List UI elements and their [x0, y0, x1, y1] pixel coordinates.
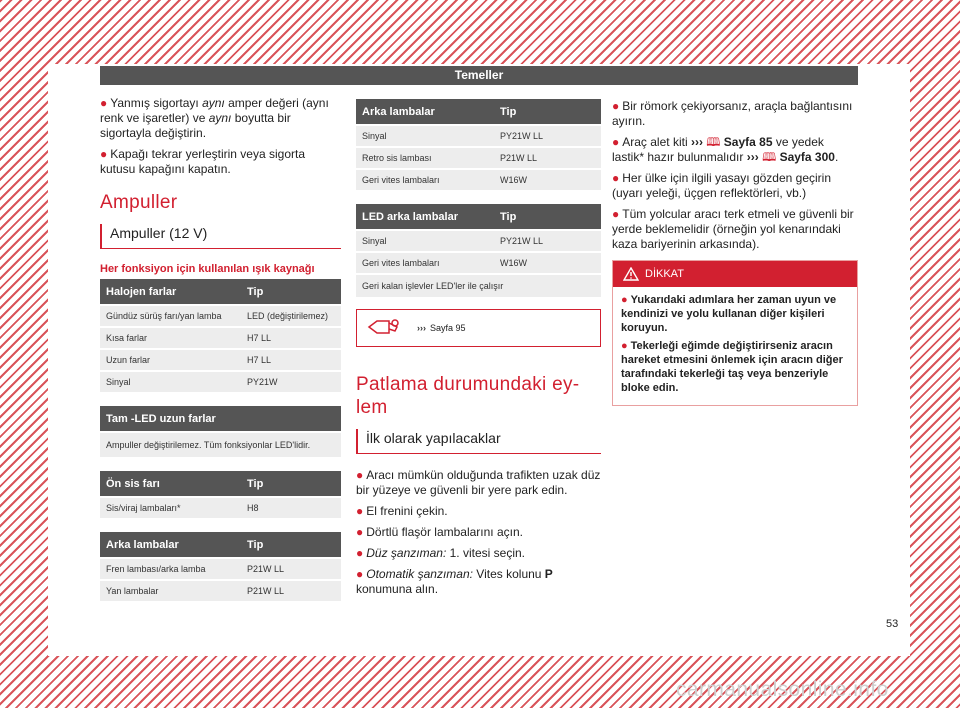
table-row: Gündüz sürüş farı/yan lamba LED (değiştirilemez): [100, 305, 341, 327]
column-3: [612, 99, 858, 406]
bullet-dot: ●: [100, 96, 108, 110]
table-row: Sinyal PY21W: [100, 371, 341, 392]
table-row: Geri vites lambaları W16W: [356, 252, 601, 274]
book-icon: 🕮: [706, 135, 721, 149]
reference-link[interactable]: Sayfa 85: [723, 135, 773, 149]
bullet-fuse-replace: ● Yanmış sigortayı aynı amper değeri (aynı renk ve işaretler) ve aynı boyutta bir sigortayla değiştirin.: [100, 96, 329, 140]
table-header: LED arka lambalar: [356, 204, 494, 230]
table-row: Sinyal PY21W LL: [356, 230, 601, 252]
bullet-law: ● Her ülke için ilgili yasayı gözden geçirin (uyarı yeleği, üçgen reflektörleri, vb.): [612, 171, 832, 200]
bullet-trailer: ● Bir römork çekiyorsanız, araçla bağlantısını ayırın.: [612, 99, 853, 128]
table-row: Ampuller değiştirilemez. Tüm fonksiyonlar LED'lidir.: [100, 432, 341, 457]
table-caption: Her fonksiyon için kullanılan ışık kaynağı: [100, 263, 315, 275]
table-row: Geri kalan işlevler LED'ler ile çalışır: [356, 274, 601, 297]
table-header: Halojen farlar: [100, 279, 241, 305]
warning-box: [612, 260, 858, 406]
section-subheading: İlk olarak yapılacaklar: [356, 429, 601, 454]
page-number: 53: [886, 618, 899, 630]
table-header: Arka lambalar: [356, 99, 494, 125]
bullet-passengers: ● Tüm yolcular aracı terk etmeli ve güvenli bir yerde beklemelidir (örneğin yol kenarındaki kaza bariyerinin arkasında).: [612, 207, 854, 251]
section-heading: Ampuller: [100, 192, 178, 213]
table-row: Sinyal PY21W LL: [356, 125, 601, 147]
table-row: Geri vites lambaları W16W: [356, 169, 601, 190]
table-row: Fren lambası/arka lamba P21W LL: [100, 558, 341, 580]
page-header: Temeller: [100, 66, 858, 85]
table-header: Tip: [494, 204, 601, 230]
bullet-dot: ●: [100, 147, 108, 161]
bullet-automatic: ● Otomatik şanzıman: Vites kolunu P konumuna alın.: [356, 567, 553, 596]
arrows-icon: ›››: [746, 150, 759, 164]
warning-body: [613, 287, 857, 405]
table-header: Tip: [241, 532, 341, 558]
column-1: [100, 96, 341, 601]
warning-header: [613, 261, 857, 287]
warning-triangle-icon: [623, 267, 639, 281]
bullet-manual: ● Düz şanzıman: 1. vitesi seçin.: [356, 546, 525, 560]
table-header: Tip: [241, 471, 341, 497]
arrows-icon: ›››: [417, 323, 426, 333]
watermark: carmanualsonline.info: [676, 678, 889, 701]
bullet-park: ● Aracı mümkün olduğunda trafikten uzak düz bir yüzeye ve güvenli bir yere park edin.: [356, 468, 601, 497]
section-subheading: Ampuller (12 V): [100, 224, 341, 249]
table-header: Tam -LED uzun farlar: [100, 406, 341, 432]
warning-title: DİKKAT: [645, 268, 684, 280]
fog-table: [100, 471, 341, 518]
table-header: Tip: [241, 279, 341, 305]
section-heading: Patlama durumundaki ey-lem: [356, 374, 580, 418]
bullet-hazard: ● Dörtlü flaşör lambalarını açın.: [356, 525, 523, 539]
table-header: Arka lambalar: [100, 532, 241, 558]
halogen-table: [100, 279, 341, 392]
table-row: Retro sis lambası P21W LL: [356, 147, 601, 169]
table-row: Sis/viraj lambaları* H8: [100, 497, 341, 518]
table-row: Uzun farlar H7 LL: [100, 349, 341, 371]
arrows-icon: ›››: [690, 135, 703, 149]
led-rear-table: [356, 204, 601, 297]
table-header: Ön sis farı: [100, 471, 241, 497]
full-led-table: [100, 406, 341, 457]
reference-link[interactable]: Sayfa 300: [779, 150, 835, 164]
warning-item: ● Tekerleği eğimde değiştirirseniz aracın hareket etmesini önlemek için aracın diğer tarafındaki tekerleği taş veya benzeriyle bloke edin.: [621, 340, 843, 394]
table-row: Yan lambalar P21W LL: [100, 580, 341, 601]
table-header: Tip: [494, 99, 601, 125]
bullet-toolkit: ● Araç alet kiti ››› 🕮 Sayfa 85 ve yedek lastik* hazır bulunmalıdır ››› 🕮 Sayfa 300.: [612, 135, 839, 164]
bullet-handbrake: ● El frenini çekin.: [356, 504, 448, 518]
page-reference-box[interactable]: [356, 309, 601, 347]
table-row: Kısa farlar H7 LL: [100, 327, 341, 349]
column-2: [356, 99, 601, 603]
reference-link[interactable]: Sayfa 95: [430, 323, 466, 333]
bullet-cover: ● Kapağı tekrar yerleştirin veya sigorta kutusu kapağını kapatın.: [100, 147, 306, 176]
warning-item: ● Yukarıdaki adımlara her zaman uyun ve kendinizi ve yolu kullanan diğer kişileri koruyun.: [621, 294, 837, 334]
rear-lamps-table-2: [356, 99, 601, 190]
book-icon: [367, 317, 403, 339]
rear-lamps-table: [100, 532, 341, 601]
book-icon: 🕮: [762, 150, 777, 164]
